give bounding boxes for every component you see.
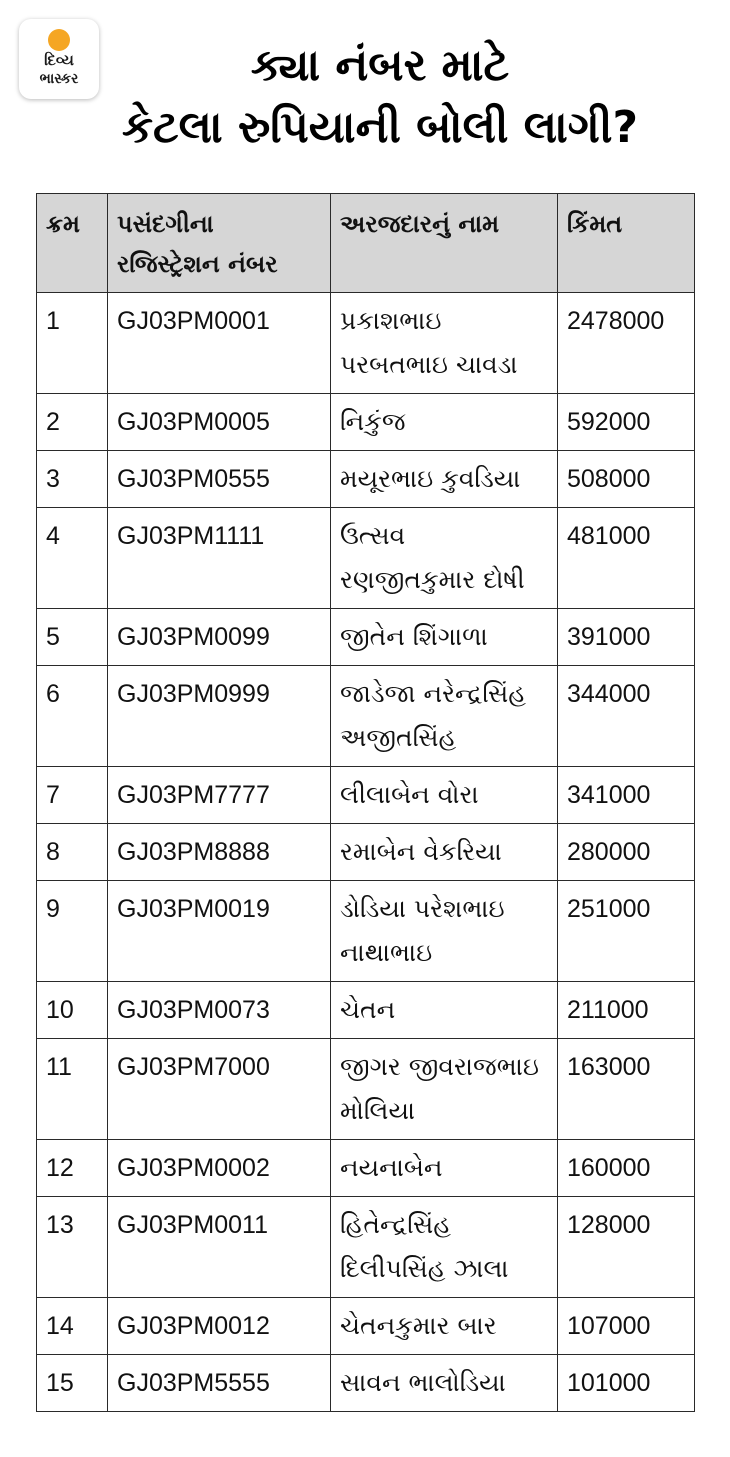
cell-price: 344000	[558, 666, 695, 767]
cell-registration-number: GJ03PM0555	[108, 451, 331, 508]
cell-serial: 1	[37, 293, 108, 394]
cell-registration-number: GJ03PM8888	[108, 824, 331, 881]
cell-serial: 11	[37, 1039, 108, 1140]
table-row	[37, 508, 695, 609]
table-row	[37, 666, 695, 767]
cell-applicant-name: મયૂરભાઇ કુવડિયા	[331, 451, 558, 508]
header-price: કિંમત	[558, 194, 695, 293]
cell-applicant-name: જાડેજા નરેન્દ્રસિંહ અજીતસિંહ	[331, 666, 558, 767]
cell-price: 128000	[558, 1197, 695, 1298]
cell-registration-number: GJ03PM0011	[108, 1197, 331, 1298]
headline-line-1: ક્યા નંબર માટે	[250, 40, 510, 91]
cell-price: 481000	[558, 508, 695, 609]
cell-registration-number: GJ03PM0001	[108, 293, 331, 394]
cell-applicant-name: લીલાબેન વોરા	[331, 767, 558, 824]
cell-price: 508000	[558, 451, 695, 508]
cell-price: 341000	[558, 767, 695, 824]
cell-registration-number: GJ03PM0019	[108, 881, 331, 982]
cell-applicant-name: હિતેન્દ્રસિંહ દિલીપસિંહ ઝાલા	[331, 1197, 558, 1298]
cell-price: 592000	[558, 394, 695, 451]
cell-registration-number: GJ03PM0099	[108, 609, 331, 666]
cell-price: 280000	[558, 824, 695, 881]
cell-applicant-name: સાવન ભાલોડિયા	[331, 1355, 558, 1412]
table-row	[37, 1140, 695, 1197]
cell-serial: 4	[37, 508, 108, 609]
cell-registration-number: GJ03PM1111	[108, 508, 331, 609]
table-body	[37, 293, 695, 1412]
header-applicant-name: અરજદારનું નામ	[331, 194, 558, 293]
cell-serial: 2	[37, 394, 108, 451]
table-row	[37, 451, 695, 508]
table-row	[37, 881, 695, 982]
cell-registration-number: GJ03PM0002	[108, 1140, 331, 1197]
cell-price: 2478000	[558, 293, 695, 394]
cell-applicant-name: ડોડિયા પરેશભાઇ નાથાભાઇ	[331, 881, 558, 982]
cell-applicant-name: ચેતનકુમાર બાર	[331, 1298, 558, 1355]
table-row	[37, 982, 695, 1039]
cell-serial: 3	[37, 451, 108, 508]
cell-serial: 7	[37, 767, 108, 824]
cell-price: 107000	[558, 1298, 695, 1355]
cell-applicant-name: જીગર જીવરાજભાઇ મોલિયા	[331, 1039, 558, 1140]
table-row	[37, 1298, 695, 1355]
table-row	[37, 1197, 695, 1298]
cell-registration-number: GJ03PM0073	[108, 982, 331, 1039]
cell-registration-number: GJ03PM0012	[108, 1298, 331, 1355]
cell-applicant-name: ઉત્સવ રણજીતકુમાર દોષી	[331, 508, 558, 609]
cell-serial: 5	[37, 609, 108, 666]
cell-serial: 6	[37, 666, 108, 767]
table-row	[37, 1355, 695, 1412]
headline-line-2: કેટલા રુપિયાની બોલી લાગી?	[121, 102, 639, 153]
cell-applicant-name: જીતેન શિંગાળા	[331, 609, 558, 666]
cell-price: 211000	[558, 982, 695, 1039]
cell-registration-number: GJ03PM5555	[108, 1355, 331, 1412]
cell-serial: 12	[37, 1140, 108, 1197]
cell-applicant-name: નિકુંજ	[331, 394, 558, 451]
cell-applicant-name: રમાબેન વેકરિયા	[331, 824, 558, 881]
table-row	[37, 824, 695, 881]
logo-text-line-1: દિવ્ય	[44, 51, 74, 69]
cell-price: 163000	[558, 1039, 695, 1140]
cell-applicant-name: પ્રકાશભાઇ પરબતભાઇ ચાવડા	[331, 293, 558, 394]
cell-registration-number: GJ03PM7000	[108, 1039, 331, 1140]
cell-price: 160000	[558, 1140, 695, 1197]
logo-text-line-2: ભાસ્કર	[39, 71, 79, 87]
cell-serial: 10	[37, 982, 108, 1039]
table-row	[37, 609, 695, 666]
auction-results-table	[36, 193, 695, 1412]
cell-price: 391000	[558, 609, 695, 666]
cell-applicant-name: ચેતન	[331, 982, 558, 1039]
cell-registration-number: GJ03PM7777	[108, 767, 331, 824]
cell-serial: 9	[37, 881, 108, 982]
cell-serial: 8	[37, 824, 108, 881]
cell-serial: 14	[37, 1298, 108, 1355]
header-registration-number: પસંદગીના રજિસ્ટ્રેશન નંબર	[108, 194, 331, 293]
table-row	[37, 1039, 695, 1140]
cell-price: 251000	[558, 881, 695, 982]
table-header-row	[37, 194, 695, 293]
table-row	[37, 293, 695, 394]
cell-registration-number: GJ03PM0999	[108, 666, 331, 767]
cell-price: 101000	[558, 1355, 695, 1412]
table-row	[37, 767, 695, 824]
cell-applicant-name: નયનાબેન	[331, 1140, 558, 1197]
cell-serial: 13	[37, 1197, 108, 1298]
table-row	[37, 394, 695, 451]
header-serial: ક્રમ	[37, 194, 108, 293]
cell-serial: 15	[37, 1355, 108, 1412]
cell-registration-number: GJ03PM0005	[108, 394, 331, 451]
